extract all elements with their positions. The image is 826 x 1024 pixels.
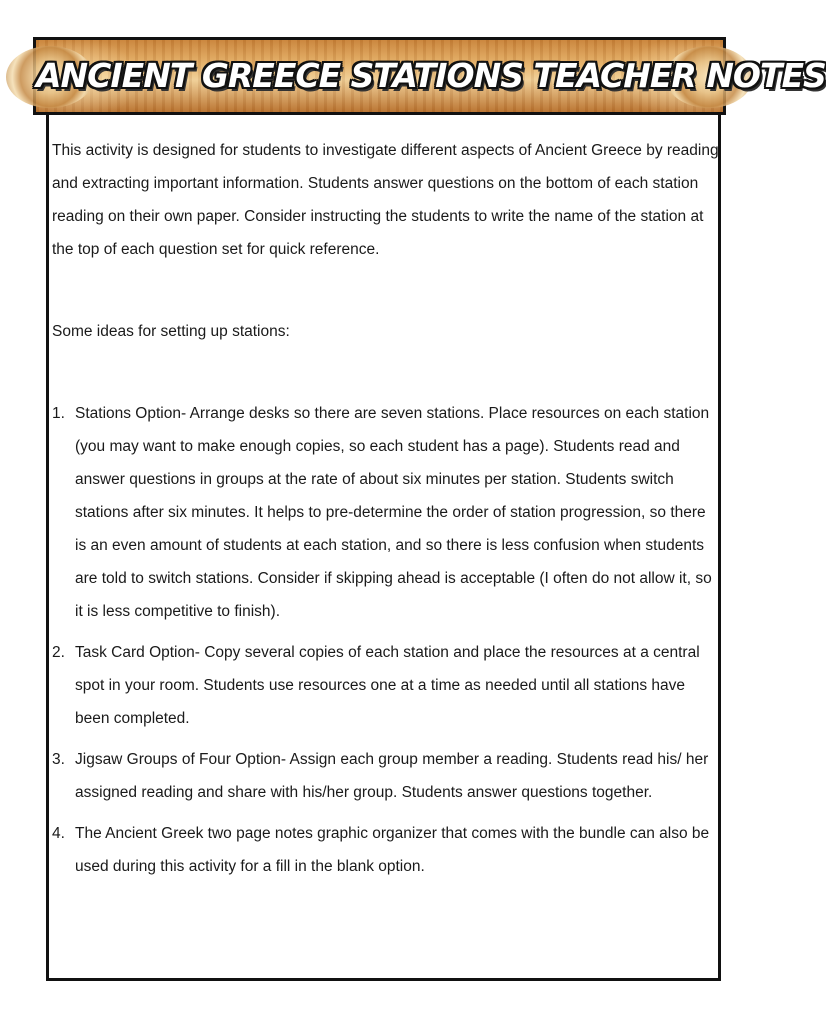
list-item-text: Task Card Option- Copy several copies of each station and place the resources at a central spot in your room. Students use resources one at a time as needed until all stations have been completed. <box>75 644 700 727</box>
list-item <box>52 743 720 809</box>
list-item-number: 3. <box>52 751 65 768</box>
list-item <box>52 817 720 883</box>
ideas-heading: Some ideas for setting up stations: <box>52 323 290 340</box>
list-item-text: Jigsaw Groups of Four Option- Assign each group member a reading. Students read his/ her assigned reading and share with his/her group. Students answer questions together. <box>75 751 709 801</box>
notes-body <box>52 134 720 891</box>
list-item-number: 2. <box>52 644 65 661</box>
list-item <box>52 636 720 735</box>
list-item <box>52 397 720 628</box>
list-item-number: 1. <box>52 405 65 422</box>
options-list <box>52 397 720 883</box>
title-banner <box>33 37 826 115</box>
list-item-number: 4. <box>52 825 65 842</box>
intro-paragraph: This activity is designed for students to investigate different aspects of Ancient Greece by reading and extracting important information. Students answer questions on the bottom of each station reading on their own paper. Consider instructing the students to write the name of the station at the top of each question set for quick reference. <box>52 142 719 258</box>
page-title: ANCIENT GREECE STATIONS TEACHER NOTES <box>36 56 826 95</box>
list-item-text: The Ancient Greek two page notes graphic organizer that comes with the bundle can also be used during this activity for a fill in the blank option. <box>75 825 710 875</box>
list-item-text: Stations Option- Arrange desks so there are seven stations. Place resources on each station (you may want to make enough copies, so each student has a page). Students read and answer questions in groups at the rate of about six minutes per station. Students switch stations after six minutes. It helps to pre-determine the order of station progression, so there is an even amount of students at each station, and so there is less confusion when students are told to switch stations. Consider if skipping ahead is acceptable (I often do not allow it, so it is less competitive to finish). <box>75 405 712 620</box>
